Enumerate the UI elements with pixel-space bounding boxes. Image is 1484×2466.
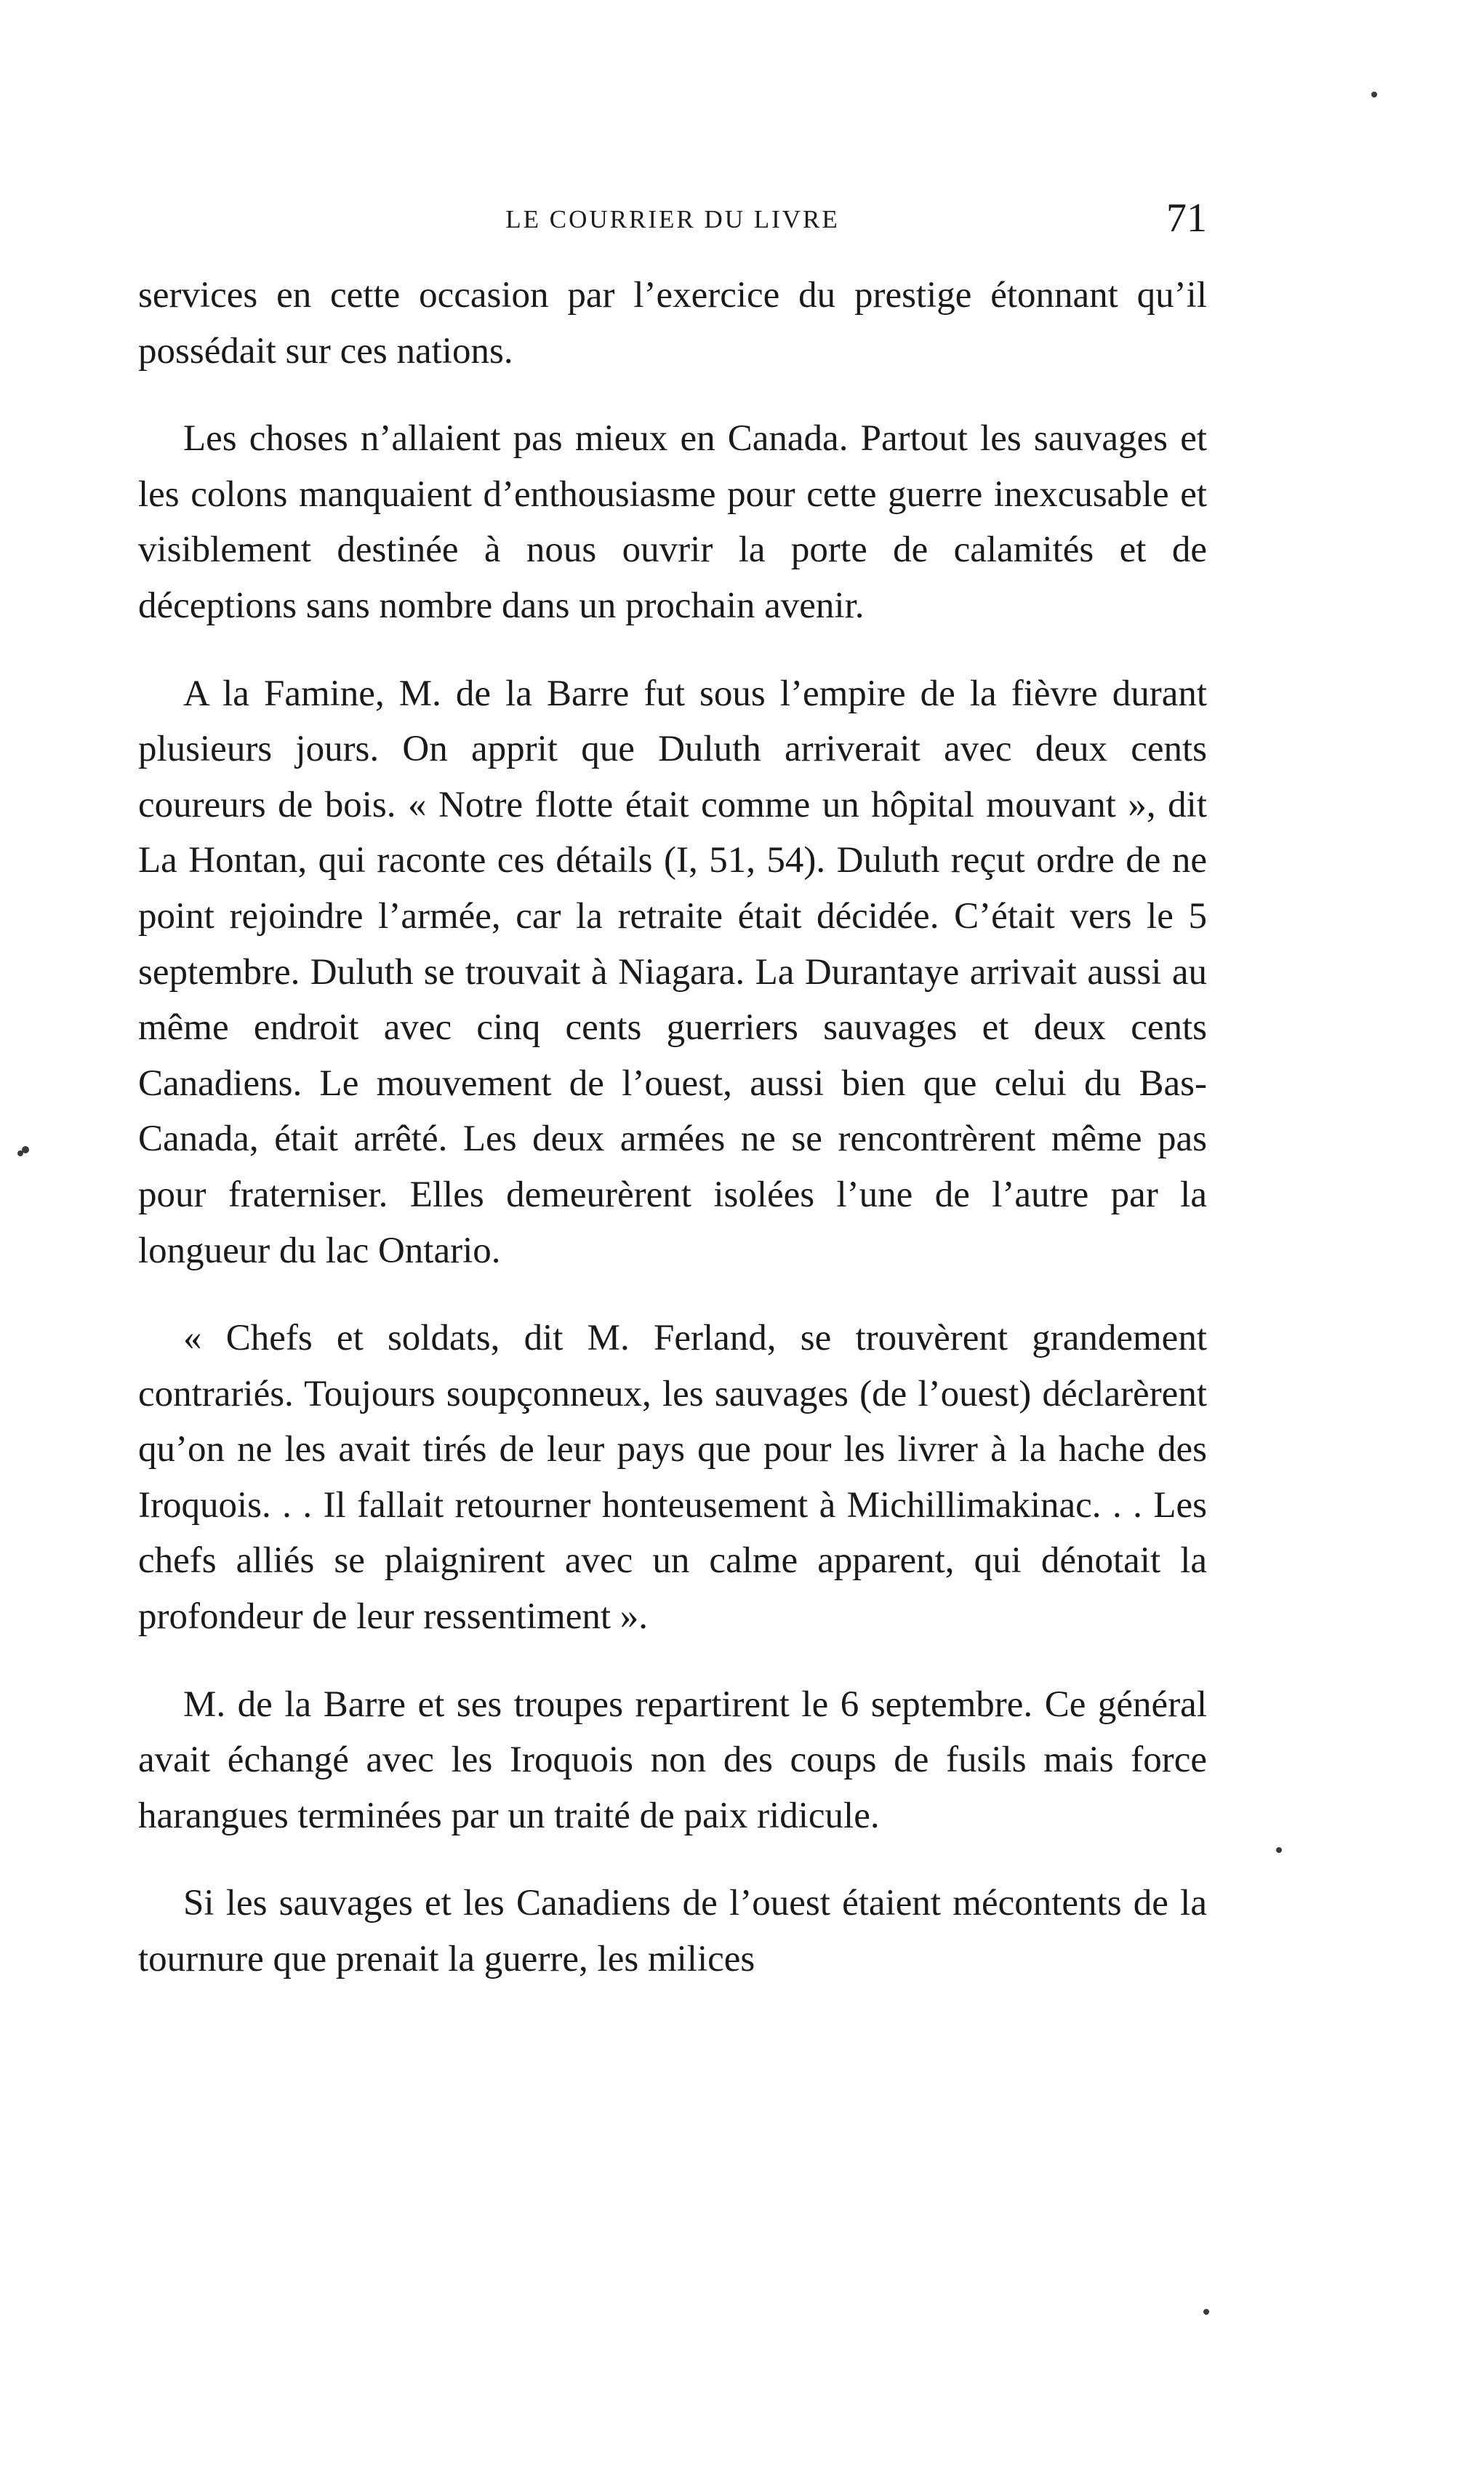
scan-speck <box>22 1146 29 1153</box>
paragraph-2: Les choses n’allaient pas mieux en Canada. Partout les sauvages et les colons manquaient d’enthousiasme pour cette guerre inexcusable et visiblement destinée à nous ouvrir la porte de calamités et de déceptions sans nombre dans un prochain avenir. <box>138 418 1207 626</box>
paragraph-4: « Chefs et soldats, dit M. Ferland, se trouvèrent grandement contrariés. Toujours soupçonneux, les sauvages (de l’ouest) déclarèrent qu’on ne les avait tirés de leur pays que pour les livrer à la hache des Iroquois. . . Il fallait retourner honteusement à Michillimakinac. . . Les chefs alliés se plaignirent avec un calme apparent, qui dénotait la profondeur de leur ressentiment ». <box>138 1318 1207 1638</box>
paragraph-6: Si les sauvages et les Canadiens de l’ouest étaient mécontents de la tournure que prenait la guerre, les milices <box>138 1883 1207 1980</box>
running-head <box>138 195 1207 246</box>
body-text <box>138 268 1207 2019</box>
scan-speck <box>1371 92 1377 97</box>
paragraph-5: M. de la Barre et ses troupes repartirent le 6 septembre. Ce général avait échangé avec les Iroquois non des coups de fusils mais force harangues terminées par un traité de paix ridicule. <box>138 1684 1207 1836</box>
paragraph-1: services en cette occasion par l’exercice du prestige étonnant qu’il possédait sur ces nations. <box>138 275 1207 372</box>
paragraph-3: A la Famine, M. de la Barre fut sous l’empire de la fièvre durant plusieurs jours. On apprit que Duluth arriverait avec deux cents coureurs de bois. « Notre flotte était comme un hôpital mouvant », dit La Hontan, qui raconte ces détails (I, 51, 54). Duluth reçut ordre de ne point rejoindre l’armée, car la retraite était décidée. C’était vers le 5 septembre. Duluth se trouvait à Niagara. La Durantaye arrivait aussi au même endroit avec cinq cents guerriers sauvages et deux cents Canadiens. Le mouvement de l’ouest, aussi bien que celui du Bas-Canada, était arrêté. Les deux armées ne se rencontrèrent même pas pour fraterniser. Elles demeurèrent isolées l’une de l’autre par la longueur du lac Ontario. <box>138 673 1207 1271</box>
scan-speck <box>1203 2309 1209 2315</box>
running-title: LE COURRIER DU LIVRE <box>505 205 840 233</box>
scan-speck <box>1276 1847 1282 1853</box>
page-number: 71 <box>1166 196 1207 241</box>
